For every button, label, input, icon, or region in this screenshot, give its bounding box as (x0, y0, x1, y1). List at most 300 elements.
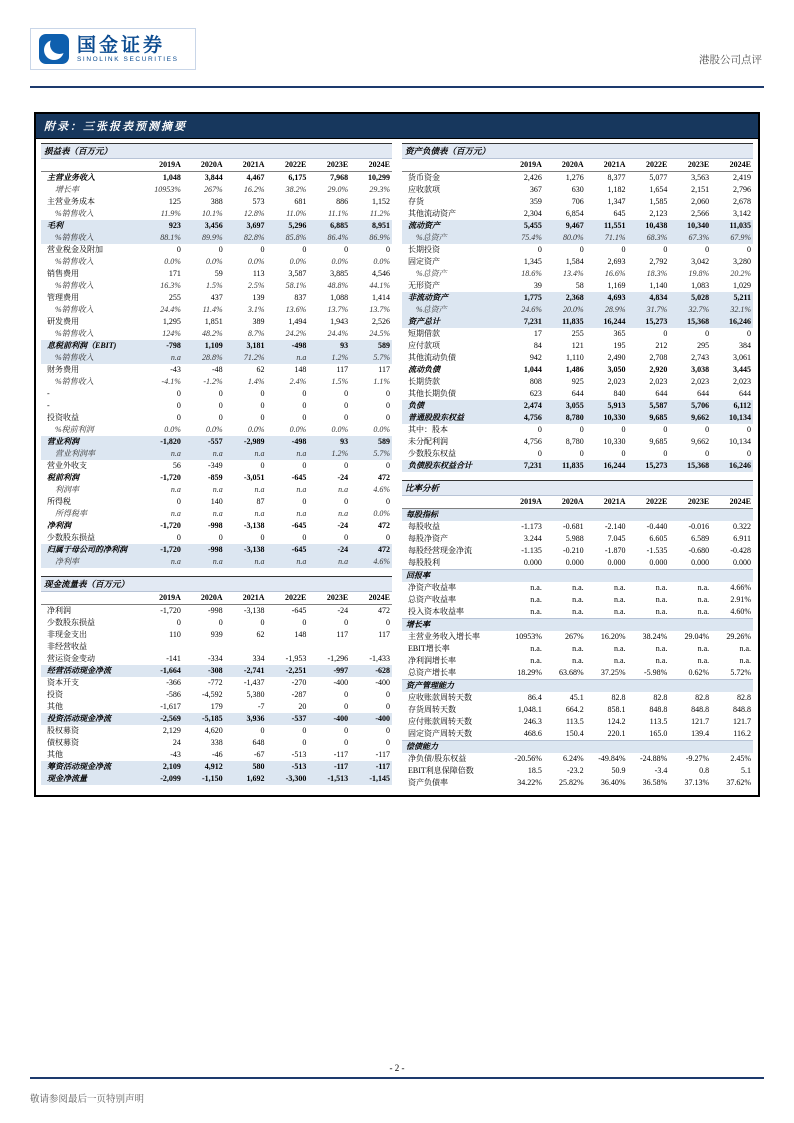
cell-value: 2,151 (691, 185, 710, 194)
cell-value: 0.0% (247, 425, 265, 434)
table-row (402, 777, 753, 789)
ratio-analysis-table (402, 480, 753, 789)
cell-value (141, 641, 183, 653)
table-row (402, 352, 753, 364)
cell-value: 3,181 (225, 340, 267, 352)
cell-value: 468.6 (523, 729, 542, 738)
cell-value: 16,246 (711, 460, 753, 472)
cell-value: n.a. (697, 656, 710, 665)
cell-value: 1,088 (330, 293, 349, 302)
table-row (41, 629, 392, 641)
cell-value: 124.2 (607, 717, 626, 726)
cell-value: 0 (260, 413, 265, 422)
year-header: 2023E (669, 159, 711, 172)
table-row (41, 773, 392, 785)
cell-value: 3,563 (691, 173, 710, 182)
cell-value: 56 (172, 461, 181, 470)
year-header: 2019A (502, 496, 544, 509)
row-label: 短期借款 (408, 329, 440, 338)
cell-value: 36.58% (642, 778, 668, 787)
table-row (41, 689, 392, 701)
cell-value: 31.7% (628, 304, 670, 316)
cell-value: -400 (350, 713, 392, 725)
cell-value: n.a. (739, 644, 751, 653)
cell-value: 580 (225, 761, 267, 773)
cell-value: n.a. (572, 595, 584, 604)
row-label: 其他流动负债 (408, 353, 456, 362)
cell-value: 82.8% (225, 232, 267, 244)
cell-value: 1,276 (565, 173, 584, 182)
cell-value: 0 (705, 329, 710, 338)
cell-value: 0 (386, 497, 390, 506)
cell-value: 50.9 (611, 766, 626, 775)
cell-value: 0 (386, 413, 390, 422)
cell-value: 4,834 (628, 292, 670, 304)
cell-value: n.a. (697, 607, 710, 616)
cell-value: 0 (344, 461, 349, 470)
right-column (402, 143, 753, 789)
cell-value: 1,048 (162, 173, 181, 182)
cell-value: 0 (705, 245, 710, 254)
cell-value: 1,048.1 (517, 705, 542, 714)
cell-value: n.a. (697, 644, 710, 653)
cell-value: 2,368 (544, 292, 586, 304)
cell-value: 38.2% (285, 185, 307, 194)
cell-value: 16.3% (160, 281, 181, 290)
cell-value: 17 (533, 329, 542, 338)
cell-value: 848.8 (733, 705, 751, 714)
table-row (41, 749, 392, 761)
cell-value: 0.0% (164, 257, 181, 266)
cell-value: 389 (252, 317, 265, 326)
table-row (41, 508, 392, 520)
cell-value: -998 (208, 606, 223, 615)
cell-value: 9,662 (691, 437, 710, 446)
cell-value: 3,697 (225, 220, 267, 232)
year-header: 2023E (308, 159, 350, 172)
cell-value: 18.3% (646, 269, 668, 278)
cell-value: 5.7% (350, 352, 392, 364)
cell-value: 12.8% (243, 209, 265, 218)
cell-value: 11.0% (286, 209, 307, 218)
row-label: %销售收入 (55, 329, 94, 338)
table-row (41, 520, 392, 532)
cell-value: 0 (537, 245, 542, 254)
cell-value: -49.84% (598, 754, 626, 763)
cell-value: 86.4 (527, 693, 542, 702)
row-label: 负债 (402, 400, 502, 412)
appendix-box (34, 112, 760, 797)
cell-value: 0 (176, 389, 181, 398)
cell-value: 8,951 (350, 220, 392, 232)
cell-value: 0.0% (331, 425, 349, 434)
table-row (41, 436, 392, 448)
cell-value: -2.140 (604, 522, 626, 531)
cell-value: 2,474 (502, 400, 544, 412)
cell-value: 267% (565, 632, 584, 641)
cell-value: 0 (302, 413, 307, 422)
cell-value: 2,426 (523, 173, 542, 182)
cell-value: 0 (344, 413, 349, 422)
cell-value: 837 (294, 293, 307, 302)
cell-value: 939 (210, 630, 223, 639)
row-label: 其他流动资产 (408, 209, 456, 218)
table-title-row (402, 481, 753, 496)
cell-value: -24 (337, 606, 349, 615)
cell-value: 0 (260, 389, 265, 398)
row-label: 营业利润 (41, 436, 141, 448)
table-row (402, 388, 753, 400)
cell-value: 0.0% (331, 257, 349, 266)
row-label: 息税前利润（EBIT) (41, 340, 141, 352)
year-header: 2022E (628, 159, 670, 172)
table-row (41, 400, 392, 412)
row-label: %销售收入 (55, 209, 94, 218)
table-row (41, 605, 392, 618)
year-header: 2021A (586, 496, 628, 509)
cell-value: 34.22% (517, 778, 542, 787)
cell-value: 0 (386, 461, 390, 470)
table-row (402, 521, 753, 533)
cell-value: 37.13% (684, 778, 710, 787)
row-label: 税前利润 (47, 473, 79, 482)
cell-value: 0 (621, 449, 626, 458)
table-row (41, 544, 392, 556)
row-label: 每股净资产 (408, 534, 448, 543)
table-row (402, 557, 753, 570)
cell-value: -117 (375, 750, 390, 759)
cell-value: -287 (291, 690, 307, 699)
cell-value: -5.98% (644, 668, 668, 677)
cell-value: 1,110 (565, 353, 584, 362)
table-row (402, 196, 753, 208)
cell-value: 16.6% (604, 269, 626, 278)
cell-value: 18.5 (527, 766, 542, 775)
cell-value: -1,720 (160, 606, 181, 615)
cell-value: 0 (218, 245, 223, 254)
table-row (402, 594, 753, 606)
cell-value: 0.0% (289, 425, 307, 434)
cell-value: 0 (386, 389, 390, 398)
income-statement (41, 143, 392, 568)
row-label: 营业税金及附加 (47, 245, 103, 254)
cell-value: 140 (210, 497, 223, 506)
cell-value: 644 (739, 389, 751, 398)
cell-value: 2,708 (649, 353, 668, 362)
table-row (402, 619, 753, 632)
row-label: EBIT增长率 (408, 644, 450, 653)
row-label: 无形资产 (408, 281, 440, 290)
table-row (41, 701, 392, 713)
cell-value: 0 (537, 425, 542, 434)
cell-value: 1,585 (649, 197, 668, 206)
row-label: 每股经营现金净流 (408, 546, 472, 555)
cell-value: -4,592 (202, 690, 223, 699)
year-header-row (41, 592, 392, 605)
brand-logo (30, 28, 196, 70)
cell-value: 121 (571, 341, 584, 350)
cell-value: 0 (344, 497, 349, 506)
cell-value: 13.7% (327, 305, 349, 314)
footer-disclaimer: 敬请参阅最后一页特别声明 (30, 1095, 145, 1105)
cell-value: 117 (378, 365, 390, 374)
table-row (41, 424, 392, 436)
cell-value: 0 (747, 329, 751, 338)
cell-value: -1,720 (160, 473, 181, 482)
cell-value: -1,664 (141, 665, 183, 677)
cell-value: 86.4% (308, 232, 350, 244)
year-header: 2023E (669, 496, 711, 509)
cell-value: 10953% (515, 632, 542, 641)
row-label: %销售收入 (41, 232, 141, 244)
cell-value: 0 (663, 425, 668, 434)
cell-value: 0 (176, 533, 181, 542)
row-label: 长期贷款 (408, 377, 440, 386)
cell-value: 82.8 (695, 693, 710, 702)
cell-value: 2.91% (730, 595, 751, 604)
cell-value: 5,211 (711, 292, 753, 304)
cell-value: 365 (613, 329, 626, 338)
table-row (41, 376, 392, 388)
cell-value: -46 (212, 750, 223, 759)
table-row (402, 545, 753, 557)
cell-value: -513 (291, 750, 307, 759)
row-label: 股权募资 (47, 726, 79, 735)
table-title: 损益表（百万元） (41, 144, 392, 159)
cell-value: 472 (378, 473, 390, 482)
cell-value: 1,044 (523, 365, 542, 374)
row-label: 净利润增长率 (408, 656, 456, 665)
row-label: %销售收入 (55, 257, 94, 266)
cell-value: 37.25% (600, 668, 626, 677)
table-row (41, 460, 392, 472)
row-label: 未分配利润 (408, 437, 448, 446)
table-row (402, 424, 753, 436)
table-row (41, 556, 392, 568)
cell-value: 0 (302, 461, 307, 470)
cell-value: 0 (176, 618, 181, 627)
cell-value: 32.7% (669, 304, 711, 316)
cell-value: n.a. (530, 607, 542, 616)
cell-value: -67 (253, 750, 265, 759)
cell-value: 848.8 (691, 705, 710, 714)
cell-value: 84 (533, 341, 542, 350)
row-label: - (47, 389, 50, 398)
year-header: 2020A (544, 496, 586, 509)
table-row (402, 376, 753, 388)
table-row (402, 292, 753, 304)
cell-value: 6,885 (308, 220, 350, 232)
row-label: %销售收入 (55, 305, 94, 314)
cell-value: -4.1% (161, 377, 181, 386)
cell-value: 4.66% (730, 583, 751, 592)
cell-value: 89.9% (183, 232, 225, 244)
table-row (41, 280, 392, 292)
cell-value: -2,741 (225, 665, 267, 677)
cell-value: 1,140 (649, 281, 668, 290)
cell-value: 16.2% (243, 185, 265, 194)
cell-value: n.a (170, 509, 181, 518)
table-row (402, 606, 753, 619)
cell-value: 113.5 (565, 717, 584, 726)
row-label: 非现金支出 (47, 630, 87, 639)
cell-value: 808 (529, 377, 542, 386)
cell-value: n.a. (655, 607, 668, 616)
cell-value: 4,756 (523, 437, 542, 446)
cell-value: 36.40% (600, 778, 626, 787)
cell-value: 0 (386, 702, 390, 711)
cell-value: 0 (302, 401, 307, 410)
cell-value: 9,662 (669, 412, 711, 424)
cell-value: 1,775 (502, 292, 544, 304)
row-label: 利润率 (55, 485, 79, 494)
cell-value: 10953% (154, 185, 181, 194)
cell-value: -2,989 (225, 436, 267, 448)
cell-value: 359 (529, 197, 542, 206)
cell-value: 13.7% (369, 305, 390, 314)
cell-value: 0 (218, 618, 223, 627)
cell-value: 4.6% (373, 485, 390, 494)
table-row (41, 292, 392, 304)
cell-value: -2,569 (141, 713, 183, 725)
cell-value: n.a. (572, 583, 584, 592)
cell-value: 0 (260, 533, 265, 542)
cell-value: 1,182 (607, 185, 626, 194)
cell-value: 39 (533, 281, 542, 290)
cell-value: 8,780 (544, 412, 586, 424)
cell-value: 4,912 (183, 761, 225, 773)
year-header-spacer (402, 159, 502, 172)
cell-value: 589 (350, 436, 392, 448)
cell-value: 165.0 (649, 729, 668, 738)
table-row (402, 364, 753, 376)
cell-value: -1,145 (350, 773, 392, 785)
cell-value: n.a. (530, 595, 542, 604)
cell-value: n.a. (613, 607, 626, 616)
cell-value: n.a (308, 556, 350, 568)
cell-value: 644 (571, 389, 584, 398)
cell-value: 0 (705, 425, 710, 434)
cell-value: 6,175 (288, 173, 307, 182)
row-label: 投资 (47, 690, 63, 699)
cell-value: 1,345 (523, 257, 542, 266)
cell-value: 15,273 (628, 460, 670, 472)
cell-value: 0 (176, 497, 181, 506)
ratio-analysis (402, 480, 753, 789)
cell-value: 68.3% (628, 232, 670, 244)
cell-value: 0 (579, 449, 584, 458)
cell-value: 3,055 (544, 400, 586, 412)
cell-value: 0 (344, 533, 349, 542)
cell-value: 5.988 (565, 534, 584, 543)
cell-value: -1,513 (308, 773, 350, 785)
cell-value: 0 (386, 738, 390, 747)
cell-value: 2,678 (733, 197, 751, 206)
cell-value: 3,050 (607, 365, 626, 374)
cell-value: 0 (344, 245, 349, 254)
cell-value: n.a. (572, 656, 584, 665)
cell-value: 16,244 (586, 460, 628, 472)
cell-value: n.a (254, 509, 265, 518)
cell-value: 0 (386, 690, 390, 699)
year-header-spacer (41, 159, 141, 172)
cell-value: 1.5% (331, 377, 349, 386)
cell-value: 8.7% (247, 329, 265, 338)
year-header: 2024E (711, 496, 753, 509)
cell-value: 11.1% (328, 209, 349, 218)
cell-value: 195 (613, 341, 626, 350)
table-title: 现金流量表（百万元） (41, 577, 392, 592)
cell-value: -1,150 (183, 773, 225, 785)
cell-value: 11,835 (544, 316, 586, 328)
table-row (41, 208, 392, 220)
cell-value: 0 (302, 497, 307, 506)
cell-value: 0.000 (565, 558, 584, 567)
cell-value: 139 (252, 293, 265, 302)
cell-value: 85.8% (267, 232, 309, 244)
row-label: 少数股东损益 (47, 618, 95, 627)
cell-value: 82.8 (611, 693, 626, 702)
table-row (41, 172, 392, 185)
cell-value: 1,083 (691, 281, 710, 290)
table-row (402, 256, 753, 268)
cell-value: 246.3 (523, 717, 542, 726)
cell-value: 3,885 (330, 269, 349, 278)
cell-value: -43 (170, 750, 181, 759)
cell-value: n.a. (655, 595, 668, 604)
table-row (41, 677, 392, 689)
cell-value: 5,380 (246, 690, 265, 699)
cell-value: 0.0% (206, 257, 223, 266)
cell-value: 5,296 (267, 220, 309, 232)
cell-value: 18.6% (521, 269, 542, 278)
cell-value: 1,851 (204, 317, 223, 326)
row-label: 其他 (47, 750, 63, 759)
cell-value: 179 (210, 702, 223, 711)
cell-value: -557 (183, 436, 225, 448)
cell-value: -998 (183, 544, 225, 556)
cell-value: 0.322 (733, 522, 751, 531)
cell-value: 116.2 (733, 729, 751, 738)
cell-value: -270 (291, 678, 307, 687)
cell-value: -1,720 (160, 521, 181, 530)
cell-value: n.a (141, 448, 183, 460)
cell-value: 3,280 (733, 257, 751, 266)
table-row (41, 761, 392, 773)
cell-value: n.a (225, 556, 267, 568)
cell-value: 1,692 (225, 773, 267, 785)
cell-value: 28.8% (183, 352, 225, 364)
cell-value: 11,035 (711, 220, 753, 232)
cell-value: 10,340 (669, 220, 711, 232)
cell-value: 1.2% (308, 448, 350, 460)
cell-value: -117 (333, 750, 349, 759)
table-row (41, 713, 392, 725)
cell-value: 942 (529, 353, 542, 362)
cell-value: -1.173 (521, 522, 542, 531)
cell-value: 0.0% (373, 257, 390, 266)
row-label: 营运资金变动 (47, 654, 95, 663)
row-label: 其中：股本 (408, 425, 448, 434)
cell-value: n.a (212, 509, 223, 518)
cell-value: 15,273 (628, 316, 670, 328)
cell-value: 0 (260, 401, 265, 410)
cell-value: 67.9% (711, 232, 753, 244)
row-label: 销售费用 (47, 269, 79, 278)
cell-value: 29.26% (726, 632, 751, 641)
footer-rule (30, 1077, 764, 1079)
cell-value: 573 (252, 197, 265, 206)
